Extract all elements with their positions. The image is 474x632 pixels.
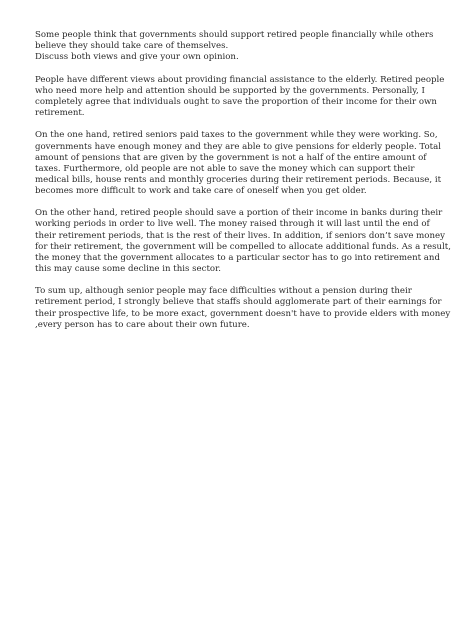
- essay-prompt-statement: Some people think that governments should support retired people financially while others believe they should take care of themselves.: [35, 30, 434, 52]
- essay-paragraph-body-two: On the other hand, retired people should save a portion of their income in banks during their working periods in order to live well. The money raised through it will last until the end of their retirement periods, that is the rest of their lives. In addition, if seniors don’t save money for their retirement, the government will be compelled to allocate additional funds. As a result, the money that the government allocates to a particular sector has to go into retirement and this may cause some decline in this sector.: [35, 208, 451, 274]
- essay-paragraph-conclusion: To sum up, although senior people may face difficulties without a pension during their retirement period, I strongly believe that staffs should agglomerate part of their earnings for their prospective life, to be more exact, government doesn't have to provide elders with money ,every person has to care about their own future.: [35, 286, 451, 330]
- essay-paragraph-introduction: People have different views about providing financial assistance to the elderly. Retired people who need more help and attention should be supported by the governments. Personally, I completely agree that individuals ought to save the proportion of their income for their own retirement.: [35, 74, 445, 118]
- essay-document: [35, 30, 451, 342]
- essay-prompt-instruction: Discuss both views and give your own opinion.: [35, 52, 239, 63]
- essay-paragraph-body-one: On the one hand, retired seniors paid taxes to the government while they were working. So, governments have enough money and they are able to give pensions for elderly people. Total amount of pensions that are given by the government is not a half of the entire amount of taxes. Furthermore, old people are not able to save the money which can support their medical bills, house rents and monthly groceries during their retirement periods. Because, it becomes more difficult to work and take care of oneself when you get older.: [35, 130, 442, 196]
